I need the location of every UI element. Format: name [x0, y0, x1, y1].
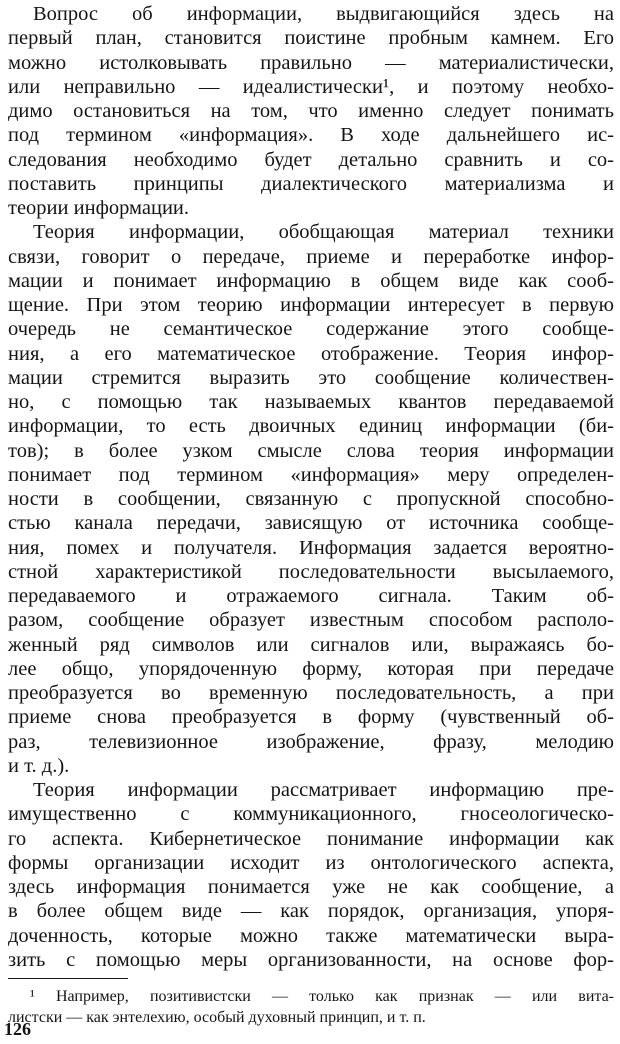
- text-line: го аспекта. Кибернетическое понимание информации как: [8, 827, 614, 850]
- text-line: поставить принципы диалектического материализма и: [8, 172, 614, 195]
- text-line: но, с помощью так называемых квантов передаваемой: [8, 391, 614, 413]
- text-line: щение. При этом теорию информации интересует в первую: [8, 294, 614, 316]
- text-line: зить с помощью меры организованности, на основе фор-: [8, 948, 614, 971]
- text-line: первый план, становится поистине пробным камнем. Его: [8, 27, 614, 50]
- text-line: тов); в более узком смысле слова теория информации: [8, 439, 614, 462]
- text-line: разом, сообщение образует известным способом располо-: [8, 609, 614, 632]
- text-line: очередь не семантическое содержание этого сообще-: [8, 318, 614, 341]
- text-line: димо остановиться на том, что именно следует понимать: [8, 100, 614, 122]
- text-line: под термином «информация». В ходе дальнейшего ис-: [8, 124, 614, 147]
- text-line: следования необходимо будет детально сравнить и со-: [8, 148, 614, 171]
- text-line: мации стремится выразить это сообщение количествен-: [8, 366, 614, 389]
- text-line: ния, а его математическое отображение. Теория инфор-: [8, 342, 614, 365]
- text-line: или неправильно — идеалистически¹, и поэтому необхо-: [8, 75, 614, 98]
- text-line: теории информации.: [8, 197, 190, 219]
- footnote-line: ¹ Например, позитивистски — только как признак — или вита-: [30, 988, 614, 1005]
- text-line: женный ряд символов или сигналов или, выражаясь бо-: [8, 633, 614, 656]
- text-line: доченность, которые можно также математически выра-: [8, 924, 614, 947]
- text-line: и т. д.).: [8, 754, 70, 777]
- text-line: преобразуется во временную последовательность, а при: [8, 682, 614, 704]
- text-line: можно истолковывать правильно — материалистически,: [8, 51, 614, 74]
- footnote-divider: [8, 978, 128, 979]
- text-line: понимает под термином «информация» меру определен-: [8, 463, 614, 486]
- text-line: здесь информация понимается уже не как сообщение, а: [8, 876, 614, 898]
- text-line: Вопрос об информации, выдвигающийся здесь на: [33, 3, 614, 25]
- text-line: Теория информации рассматривает информацию пре-: [33, 779, 614, 801]
- text-line: мации и понимает информацию в общем виде как сооб-: [8, 269, 614, 292]
- text-line: информации, то есть двоичных единиц информации (би-: [8, 415, 614, 438]
- text-line: в более общем виде — как порядок, организация, упоря-: [8, 900, 614, 923]
- text-line: лее общо, упорядоченную форму, которая при передаче: [8, 657, 614, 680]
- footnote-line: листски — как энтелехию, особый духовный принцип, и т. п.: [8, 1009, 426, 1026]
- text-line: Теория информации, обобщающая материал техники: [33, 221, 614, 244]
- text-line: ния, помех и получателя. Информация задается вероятно-: [8, 536, 614, 559]
- text-line: имущественно с коммуникационного, гносеологическо-: [8, 803, 614, 826]
- text-line: формы организации исходит из онтологического аспекта,: [8, 851, 614, 874]
- text-line: приеме снова преобразуется в форму (чувственный об-: [8, 706, 614, 729]
- text-line: раз, телевизионное изображение, фразу, мелодию: [8, 730, 614, 753]
- text-line: связи, говорит о передаче, приеме и переработке инфор-: [8, 245, 614, 268]
- text-line: ности в сообщении, связанную с пропускной способно-: [8, 488, 614, 510]
- text-line: стью канала передачи, зависящую от источника сообще-: [8, 512, 614, 535]
- page-number: 126: [4, 1019, 31, 1039]
- text-line: передаваемого и отражаемого сигнала. Таким об-: [8, 585, 614, 607]
- text-line: стной характеристикой последовательности высылаемого,: [8, 560, 614, 583]
